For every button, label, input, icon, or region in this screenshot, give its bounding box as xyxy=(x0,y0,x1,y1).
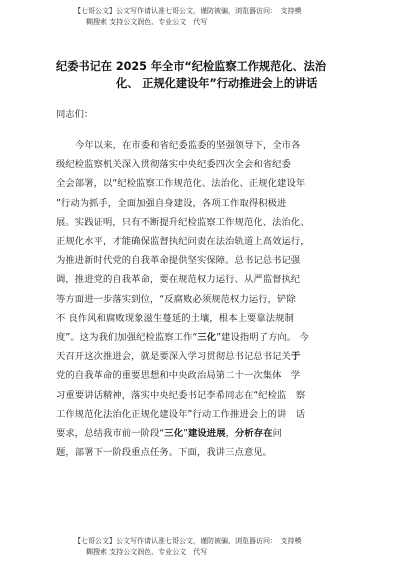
footer-line-1: 【七哥公文】公文写作请认准七哥公文，谨防被骗，浏览器访问： 支持模 xyxy=(74,537,302,545)
body-line: 题，部署下一阶段重点任务。下面，我讲三点意见。 xyxy=(56,447,273,459)
header-line-2: 糊搜索 支持公文润色、专业公文 代写 xyxy=(86,18,208,26)
body-line: 级纪检监察机关深入贯彻落实中央纪委四次全会和省纪委 xyxy=(56,159,291,171)
body-line: 今年以来，在市委和省纪委监委的坚强领导下，全市各 xyxy=(75,140,301,151)
body-text: ， xyxy=(225,428,236,440)
body-line: 党的自我革命的重要思想和中央政治局第二十一次集体 学 xyxy=(56,370,301,382)
document-title xyxy=(56,58,356,92)
bold-term: 建设进展 xyxy=(188,428,226,440)
body-line: 为推进新时代党的自我革命提供坚实保障。总书记总书记强 xyxy=(56,255,301,267)
body-line xyxy=(56,424,356,443)
page-footer xyxy=(74,536,374,558)
body-line: 等方面进一步落实到位，“反腐败必须规范权力运行，铲除 xyxy=(56,293,296,305)
body-line: 工作规范化法治化正规化建设年”行动工作推进会上的讲 话 xyxy=(56,408,306,420)
footer-line-2: 糊搜索 支持公文润色、专业公文 代写 xyxy=(86,548,208,556)
body-line: 调，推进党的自我革命，要在规范权力运行、从严监督执纪 xyxy=(56,274,301,286)
body-line xyxy=(56,328,356,347)
bold-term: 于 xyxy=(290,351,301,363)
body-line: 正规化水平，才能确保监督执纪问责在法治轨道上高效运行， xyxy=(56,236,310,248)
body-line xyxy=(56,347,356,366)
title-line-1: 纪委书记在 2025 年全市“纪检监察工作规范化、法治 xyxy=(56,60,327,73)
body-text: 天召开这次推进会，就是要深入学习贯彻总书记总书记关 xyxy=(56,351,291,363)
header-line-1: 【七哥公文】公文写作请认准七哥公文，谨防被骗，浏览器访问： 支持模 xyxy=(74,7,302,15)
body-text: 度”。这为我们加强纪检监察工作“ xyxy=(56,332,198,344)
greeting: 同志们： xyxy=(56,109,94,120)
title-line-2: 化、 正规化建设年”行动推进会上的讲话 xyxy=(116,77,318,90)
bold-term: 分析存在 xyxy=(235,428,273,440)
body-text: ”建设指明了方向。 今 xyxy=(216,332,309,344)
body-line: 全会部署，以“纪检监察工作规范化、法治化、正规化建设年 xyxy=(56,178,306,190)
body-text: ” xyxy=(183,428,189,440)
page-header xyxy=(74,6,374,28)
bold-term: 三化 xyxy=(197,332,217,344)
document-body xyxy=(56,136,356,462)
body-line: ”行动为抓手，全面加强自身建设，各项工作取得积极进 xyxy=(56,197,287,209)
body-line: 不 良作风和腐败现象滋生蔓延的土壤，根本上要靠法规制 xyxy=(56,312,294,324)
body-text: 要求，总结我市前一阶段“ xyxy=(56,428,165,440)
body-text: 问 xyxy=(272,428,283,440)
body-line: 习重要讲话精神，落实中央纪委书记李希同志在“纪检监 察 xyxy=(56,389,306,401)
body-line: 展。实践证明，只有不断提升纪检监察工作规范化、法治化、 xyxy=(56,216,310,228)
bold-term: 三化 xyxy=(164,428,184,440)
